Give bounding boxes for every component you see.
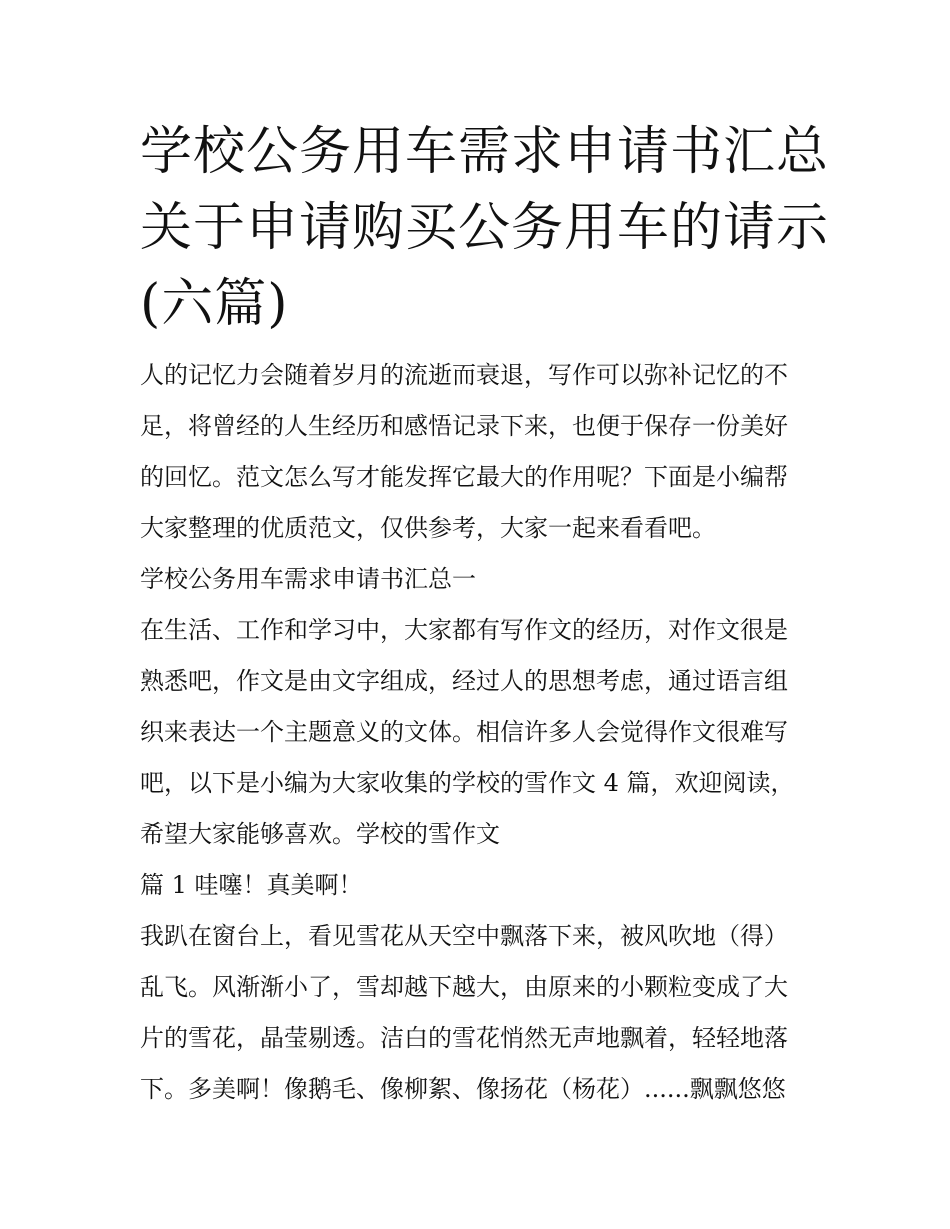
body-line: 足，将曾经的人生经历和感悟记录下来，也便于保存一份美好 [140, 412, 788, 440]
body-line: 我趴在窗台上，看见雪花从天空中飘落下来，被风吹地（得） [140, 922, 788, 950]
title-line: (六篇) [140, 274, 289, 334]
body-line: 下。多美啊！像鹅毛、像柳絮、像扬花（杨花）......飘飘悠悠 [140, 1075, 786, 1103]
subsection-heading: 篇 1 哇噻！真美啊！ [140, 871, 363, 899]
body-line: 的回忆。范文怎么写才能发挥它最大的作用呢？下面是小编帮 [140, 463, 788, 491]
body-line: 织来表达一个主题意义的文体。相信许多人会觉得作文很难写 [140, 718, 788, 746]
body-line: 片的雪花，晶莹剔透。洁白的雪花悄然无声地飘着，轻轻地落 [140, 1024, 788, 1052]
document-title [140, 114, 830, 342]
body-line: 熟悉吧，作文是由文字组成，经过人的思想考虑，通过语言组 [140, 667, 788, 695]
title-line: 关于申请购买公务用车的请示 [140, 198, 830, 258]
document-content [140, 114, 830, 1115]
document-body [140, 350, 820, 1115]
body-line: 人的记忆力会随着岁月的流逝而衰退，写作可以弥补记忆的不 [140, 361, 788, 389]
body-line: 乱飞。风渐渐小了，雪却越下越大，由原来的小颗粒变成了大 [140, 973, 788, 1001]
body-line: 在生活、工作和学习中，大家都有写作文的经历，对作文很是 [140, 616, 788, 644]
body-line: 希望大家能够喜欢。学校的雪作文 [140, 820, 500, 848]
body-line: 吧，以下是小编为大家收集的学校的雪作文 4 篇，欢迎阅读， [140, 769, 795, 797]
title-line: 学校公务用车需求申请书汇总 [140, 122, 830, 182]
body-line: 大家整理的优质范文，仅供参考，大家一起来看看吧。 [140, 514, 716, 542]
section-heading: 学校公务用车需求申请书汇总一 [140, 565, 476, 593]
